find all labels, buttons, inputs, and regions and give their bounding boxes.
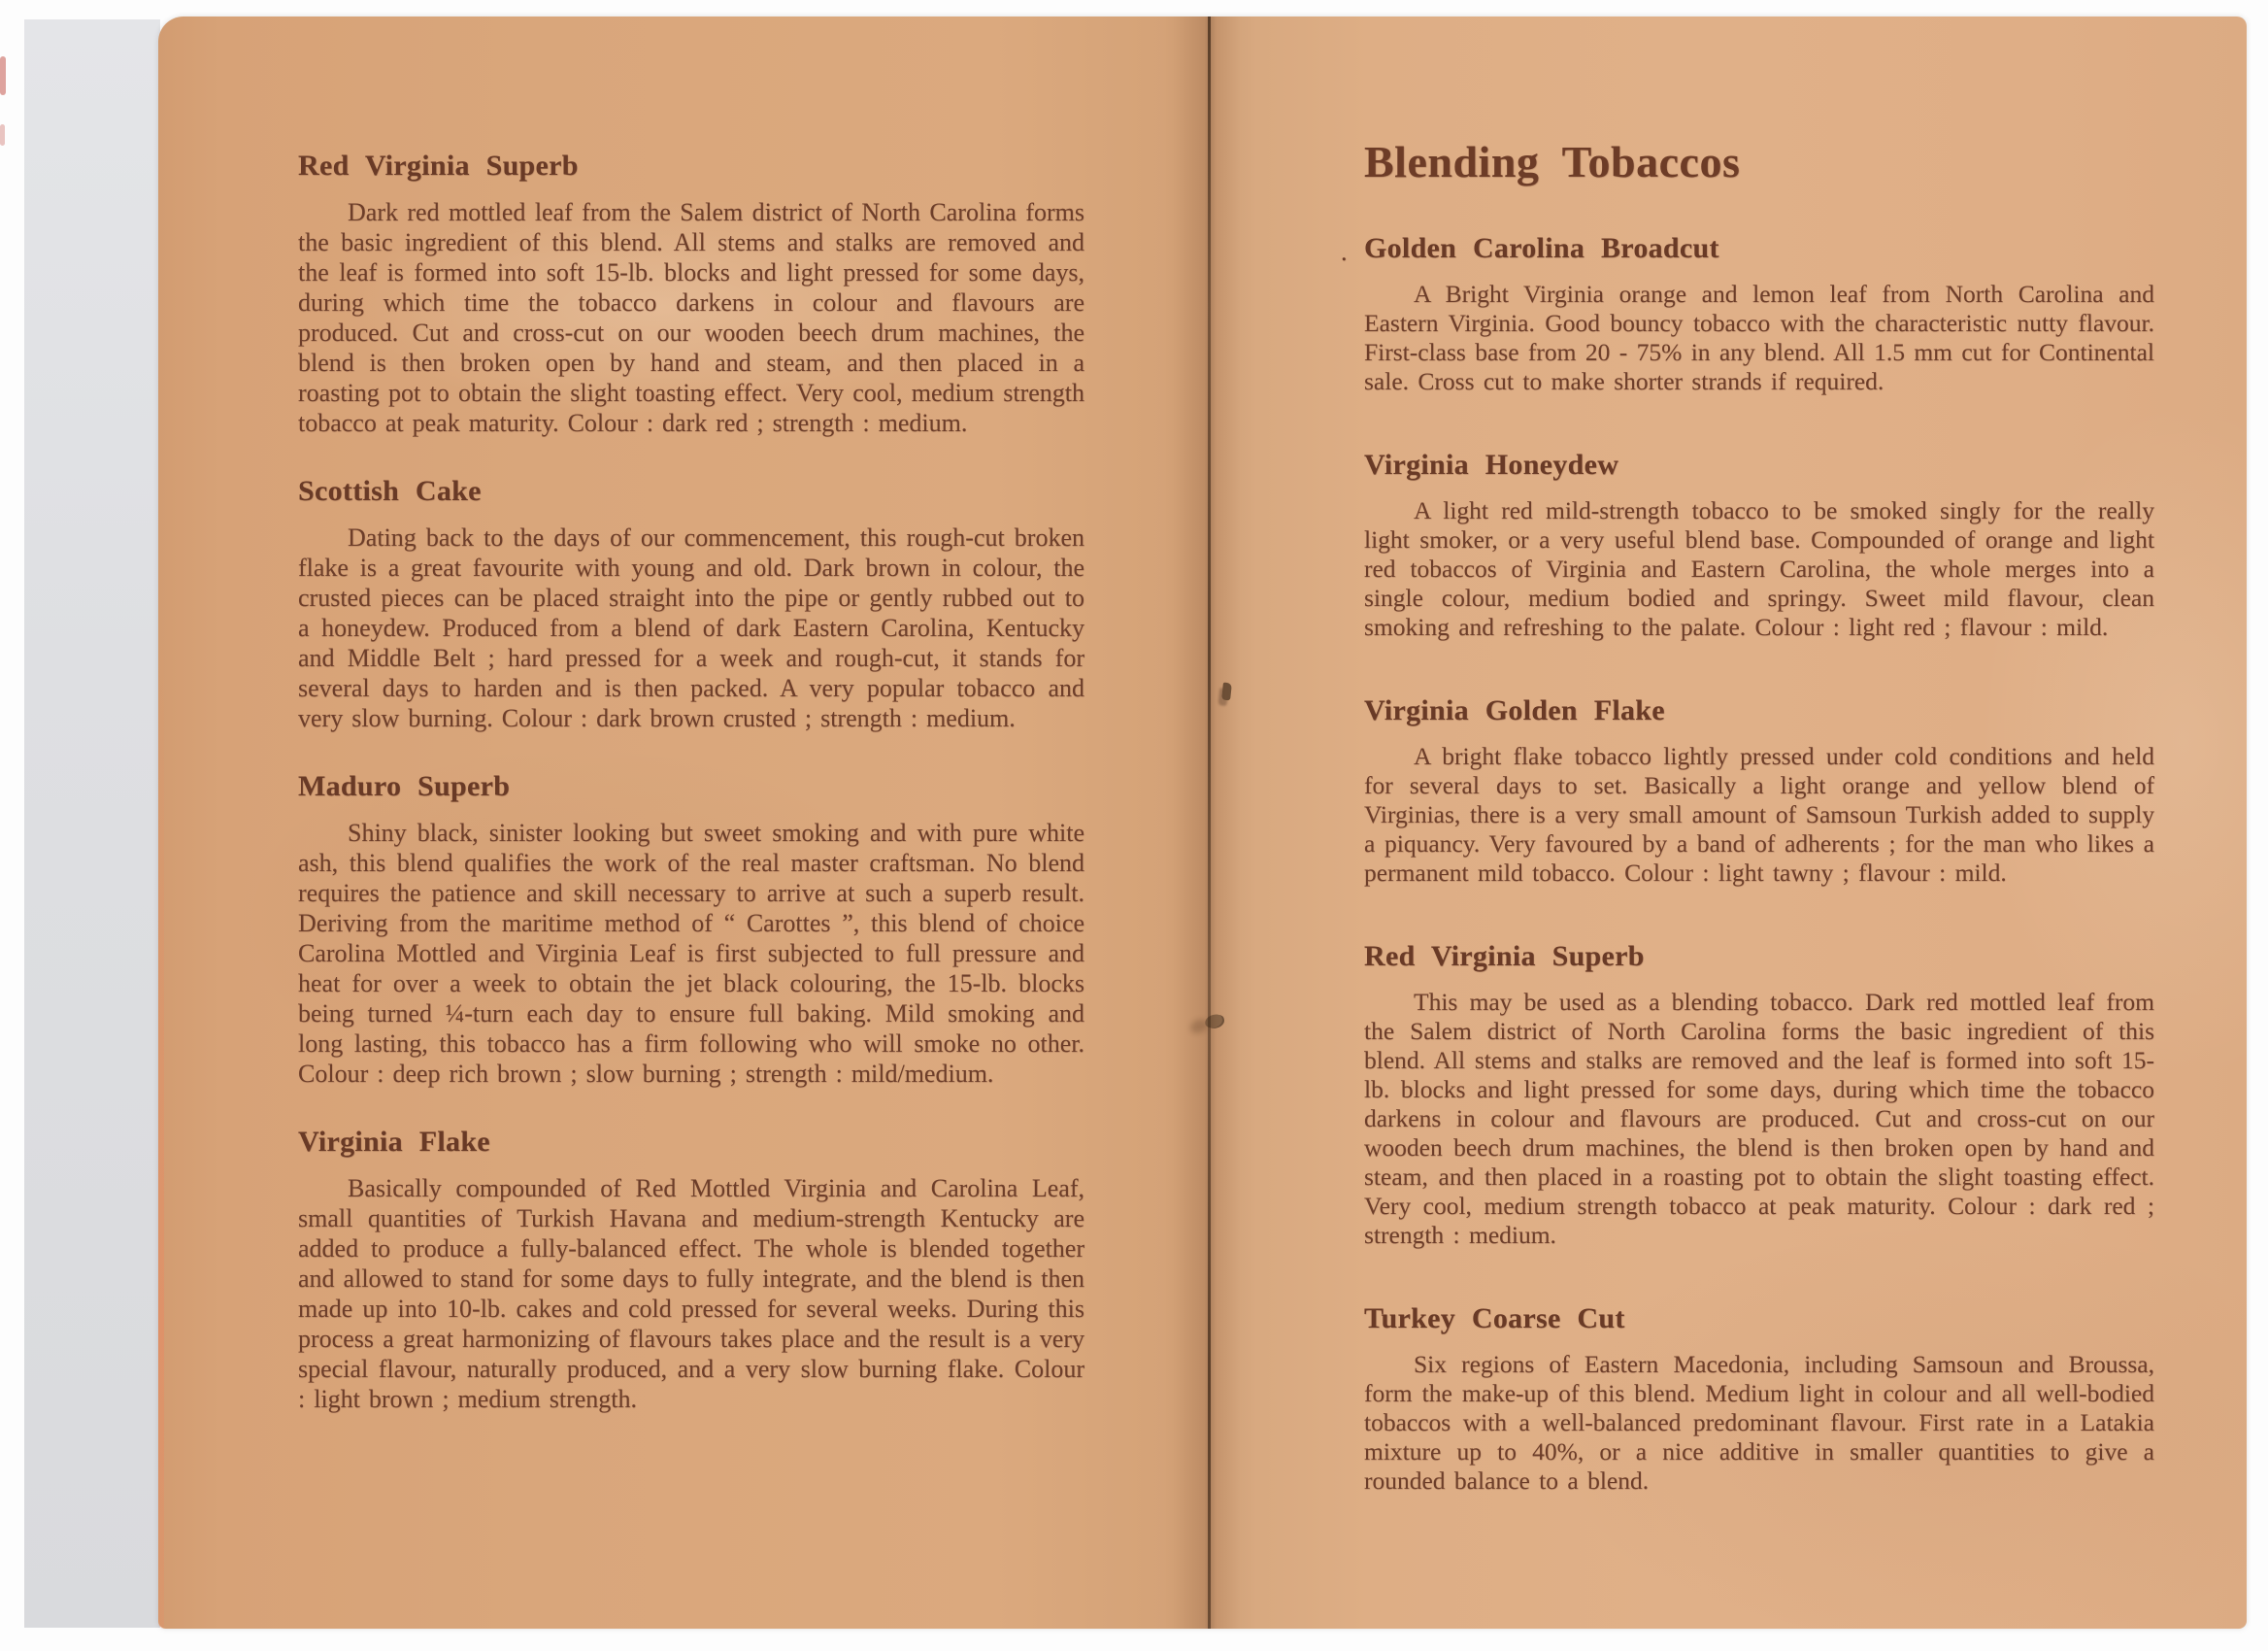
- section-heading-text: Golden Carolina Broadcut: [1364, 232, 1719, 264]
- scanner-edge-artifact: [0, 124, 5, 146]
- section-heading: Turkey Coarse Cut: [1364, 1302, 1625, 1334]
- section-body: Shiny black, sinister looking but sweet smoking and with pure white ash, this blend qualifies the work of the real master craftsman. No blend requires the patience and skill necessary to arrive at such a superb result. Deriving from the maritime method of “ Carottes ”, this blend of choice Carolina Mottled and Virginia Leaf is first subjected to full pressure and heat for over a week to obtain the jet black colouring, the 15-lb. blocks being turned ¼-turn each day to ensure full baking. Mild smoking and long lasting, this tobacco has a firm following who will smoke no other. Colour : deep rich brown ; slow burning ; strength : mild/medium.: [298, 819, 1084, 1088]
- left-page: [298, 148, 1084, 1414]
- section-heading: Scottish Cake: [298, 475, 482, 507]
- section-body: A light red mild-strength tobacco to be smoked singly for the really light smoker, or a very useful blend base. Compounded of orange and light red tobaccos of Virginia and Eastern Carolina, the whole merges into a single colour, medium bodied and springy. Sweet mild flavour, clean smoking and refreshing to the palate. Colour : light red ; flavour : mild.: [1364, 496, 2154, 641]
- print-dot-artifact: .: [1341, 238, 1348, 266]
- section-heading: Red Virginia Superb: [1364, 940, 1645, 972]
- section-body: Six regions of Eastern Macedonia, including Samsoun and Broussa, form the make-up of this blend. Medium light in colour and all well-bodied tobaccos with a well-balanced predominant flavour. First rate in a Latakia mixture up to 40%, or a nice additive in smaller quantities to give a rounded balance to a blend.: [1364, 1350, 2154, 1495]
- section-body: Dark red mottled leaf from the Salem district of North Carolina forms the basic ingredient of this blend. All stems and stalks are removed and the leaf is formed into soft 15-lb. blocks and light pressed for some days, during which time the tobacco darkens in colour and flavours are produced. Cut and cross-cut on our wooden beech drum machines, the blend is then broken open by hand and steam, and then placed in a roasting pot to obtain the slight toasting effect. Very cool, medium strength tobacco at peak maturity. Colour : dark red ; strength : medium.: [298, 198, 1084, 437]
- section-body: Basically compounded of Red Mottled Virginia and Carolina Leaf, small quantities of Turkish Havana and medium-strength Kentucky are added to produce a fully-balanced effect. The whole is blended together and allowed to stand for some days to fully integrate, and the blend is then made up into 10-lb. cakes and cold pressed for several weeks. During this process a great harmonizing of flavours takes place and the result is a very special flavour, naturally produced, and a very slow burning flake. Colour : light brown ; medium strength.: [298, 1174, 1084, 1413]
- under-page-edge: [24, 19, 160, 1628]
- section-heading: Virginia Golden Flake: [1364, 694, 1665, 726]
- page-title: Blending Tobaccos: [1364, 137, 1741, 186]
- section-heading: [1341, 230, 2154, 266]
- section-heading: Maduro Superb: [298, 770, 511, 802]
- section-heading: Red Virginia Superb: [298, 150, 579, 182]
- section-body: This may be used as a blending tobacco. Dark red mottled leaf from the Salem district of North Carolina forms the basic ingredient of this blend. All stems and stalks are removed and the leaf is formed into soft 15-lb. blocks and light pressed for some days, during which time the tobacco darkens in colour and flavours are produced. Cut and cross-cut on our wooden beech drum machines, the blend is then broken open by hand and steam, and then placed in a roasting pot to obtain the slight toasting effect. Very cool, medium strength tobacco at peak maturity. Colour : dark red ; strength : medium.: [1364, 988, 2154, 1249]
- section-body: A bright flake tobacco lightly pressed under cold conditions and held for several days to set. Basically a light orange and yellow blend of Virginias, there is a very small amount of Samsoun Turkish added to supply a piquancy. Very favoured by a band of adherents ; for the man who likes a permanent mild tobacco. Colour : light tawny ; flavour : mild.: [1364, 742, 2154, 887]
- section-heading: Virginia Flake: [298, 1126, 490, 1158]
- center-fold-line: [1208, 17, 1211, 1629]
- ink-mark: [1221, 683, 1232, 701]
- section-body: A Bright Virginia orange and lemon leaf from North Carolina and Eastern Virginia. Good bouncy tobacco with the characteristic nutty flavour. First-class base from 20 - 75% in any blend. All 1.5 mm cut for Continental sale. Cross cut to make shorter strands if required.: [1364, 280, 2154, 395]
- booklet-spread: [158, 17, 2247, 1629]
- section-body: Dating back to the days of our commencement, this rough-cut broken flake is a great favourite with young and old. Dark brown in colour, the crusted pieces can be placed straight into the pipe or gently rubbed out to a honeydew. Produced from a blend of dark Eastern Carolina, Kentucky and Middle Belt ; hard pressed for a week and rough-cut, it stands for several days to harden and is then packed. A very popular tobacco and very slow burning. Colour : dark brown crusted ; strength : medium.: [298, 523, 1084, 732]
- section-heading: Virginia Honeydew: [1364, 449, 1619, 481]
- right-page: [1341, 136, 2154, 1496]
- scanner-edge-artifact: [0, 56, 6, 95]
